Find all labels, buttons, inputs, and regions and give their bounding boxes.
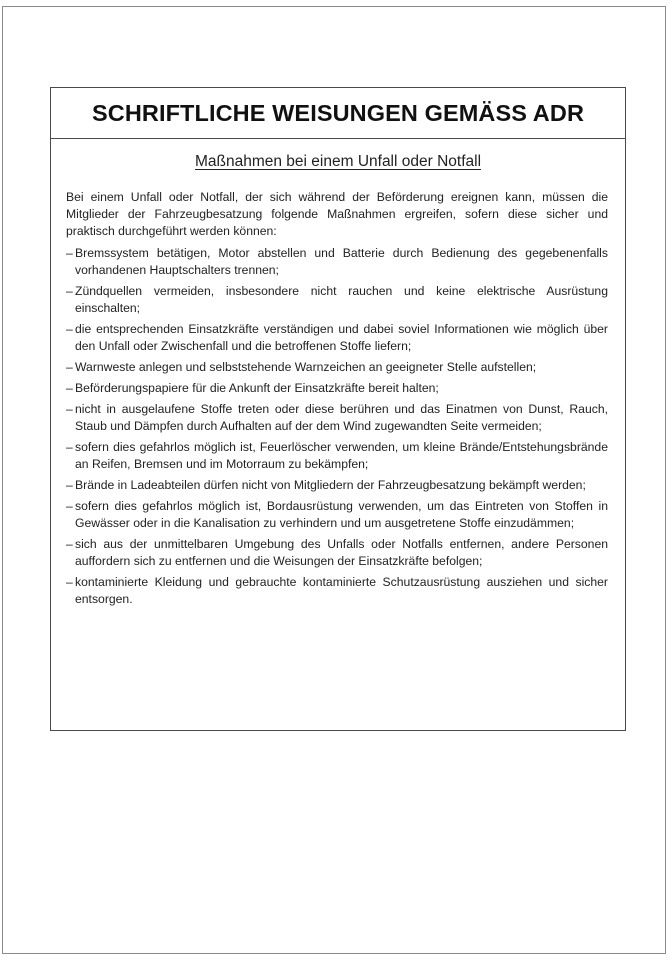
measures-list — [66, 245, 608, 608]
instructions-frame — [50, 87, 626, 731]
measure-item: – kontaminierte Kleidung und gebrauchte kontaminierte Schutzausrüstung ausziehen und sicher entsorgen. — [66, 574, 608, 608]
measure-item: – die entsprechenden Einsatzkräfte verständigen und dabei soviel Informationen wie möglich über den Unfall oder Zwischenfall und die betroffenen Stoffe liefern; — [66, 321, 608, 355]
measure-item: – Brände in Ladeabteilen dürfen nicht von Mitgliedern der Fahrzeugbesatzung bekämpft werden; — [66, 477, 608, 494]
document-title: SCHRIFTLICHE WEISUNGEN GEMÄSS ADR — [91, 99, 585, 126]
measure-item: – Zündquellen vermeiden, insbesondere nicht rauchen und keine elektrische Ausrüstung einschalten; — [66, 283, 608, 317]
measure-item: – Beförderungspapiere für die Ankunft der Einsatzkräfte bereit halten; — [66, 380, 608, 397]
measure-item: – sofern dies gefahrlos möglich ist, Feuerlöscher verwenden, um kleine Brände/Entstehungsbrände an Reifen, Bremsen und im Motorraum zu bekämpfen; — [66, 439, 608, 473]
measure-item: – Bremssystem betätigen, Motor abstellen und Batterie durch Bedienung des gegebenenfalls vorhandenen Hauptschalters trennen; — [66, 245, 608, 279]
measure-item: – Warnweste anlegen und selbststehende Warnzeichen an geeigneter Stelle aufstellen; — [66, 359, 608, 376]
section-subtitle-text: Maßnahmen bei einem Unfall oder Notfall — [194, 153, 482, 170]
title-box — [51, 88, 625, 139]
intro-paragraph: Bei einem Unfall oder Notfall, der sich während der Beförderung ereignen kann, müssen die Mitglieder der Fahrzeugbesatzung folgende Maßnahmen ergreifen, sofern diese sicher und praktisch durchgeführt werden können: — [66, 190, 608, 238]
measure-item: – sofern dies gefahrlos möglich ist, Bordausrüstung verwenden, um das Eintreten von Stoffen in Gewässer oder in die Kanalisation zu verhindern und um ausgetretene Stoffe einzudämmen; — [66, 498, 608, 532]
document-content — [51, 189, 625, 608]
measure-item: – nicht in ausgelaufene Stoffe treten oder diese berühren und das Einatmen von Dunst, Rauch, Staub und Dämpfen durch Aufhalten auf der dem Wind zugewandten Seite vermeiden; — [66, 401, 608, 435]
section-subtitle — [51, 153, 625, 171]
measure-item: – sich aus der unmittelbaren Umgebung des Unfalls oder Notfalls entfernen, andere Personen auffordern sich zu entfernen und die Weisungen der Einsatzkräfte befolgen; — [66, 536, 608, 570]
document-page — [2, 6, 666, 954]
